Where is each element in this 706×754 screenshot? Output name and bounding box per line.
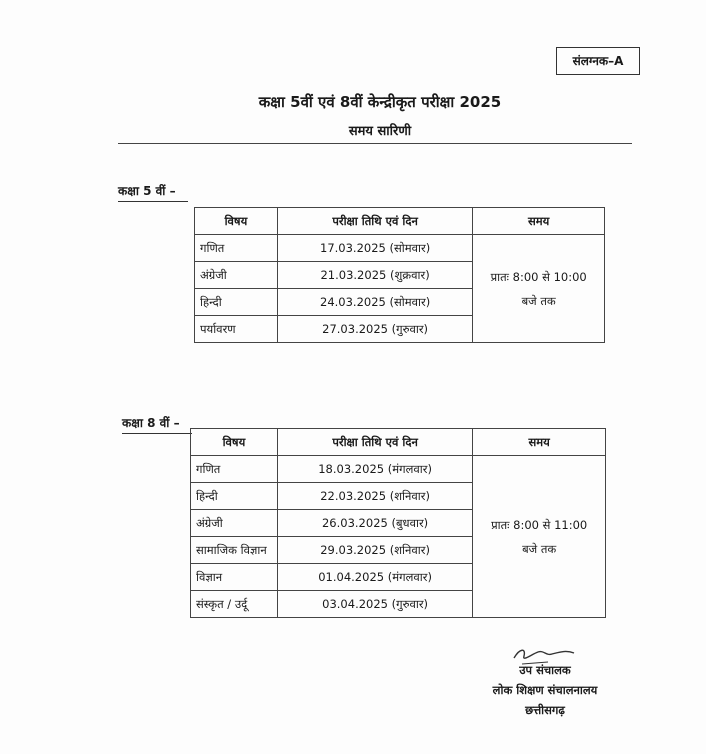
subject-cell: हिन्दी (191, 483, 278, 510)
table-header-row (195, 208, 605, 235)
date-cell: 22.03.2025 (शनिवार) (277, 483, 473, 510)
date-cell: 01.04.2025 (मंगलवार) (277, 564, 473, 591)
header-date: परीक्षा तिथि एवं दिन (277, 208, 473, 235)
signatory-designation: उप संचालक (519, 663, 571, 677)
annexure-box: संलग्नक–A (556, 47, 640, 75)
class8-label-underline (122, 433, 192, 434)
subject-cell: गणित (191, 456, 278, 483)
date-cell: 17.03.2025 (सोमवार) (277, 235, 473, 262)
subject-cell: सामाजिक विज्ञान (191, 537, 278, 564)
header-subject: विषय (191, 429, 278, 456)
class8-label-text: कक्षा 8 वीं – (122, 416, 180, 430)
subject-cell: संस्कृत / उर्दू (191, 591, 278, 618)
signatory-state: छत्तीसगढ़ (525, 703, 565, 717)
header-subject: विषय (195, 208, 278, 235)
document-title: कक्षा 5वीं एवं 8वीं केन्द्रीकृत परीक्षा 2025 (258, 93, 502, 111)
date-cell: 03.04.2025 (गुरुवार) (277, 591, 473, 618)
signatory-office: लोक शिक्षण संचालनालय (492, 683, 598, 697)
table-row (191, 456, 606, 483)
date-cell: 26.03.2025 (बुधवार) (277, 510, 473, 537)
time-line1: प्रातः 8:00 से 10:00 (490, 269, 587, 284)
time-line1: प्रातः 8:00 से 11:00 (491, 517, 588, 532)
subject-cell: पर्यावरण (195, 316, 278, 343)
date-cell: 27.03.2025 (गुरुवार) (277, 316, 473, 343)
subject-cell: हिन्दी (195, 289, 278, 316)
date-cell: 29.03.2025 (शनिवार) (277, 537, 473, 564)
class8-label (122, 414, 192, 434)
class5-label-underline (118, 201, 188, 202)
header-time: समय (473, 429, 606, 456)
date-cell: 18.03.2025 (मंगलवार) (277, 456, 473, 483)
time-cell (473, 456, 606, 618)
subject-cell: गणित (195, 235, 278, 262)
subject-cell: अंग्रेजी (191, 510, 278, 537)
title-divider (118, 143, 632, 144)
signatory-block (460, 660, 630, 720)
subject-cell: अंग्रेजी (195, 262, 278, 289)
table-row (195, 235, 605, 262)
date-cell: 21.03.2025 (शुक्रवार) (277, 262, 473, 289)
header-date: परीक्षा तिथि एवं दिन (277, 429, 473, 456)
class8-schedule-table (190, 428, 606, 618)
class5-label (118, 182, 188, 202)
time-line2: बजे तक (521, 293, 556, 308)
class5-schedule-table (194, 207, 605, 343)
class5-label-text: कक्षा 5 वीं – (118, 184, 176, 198)
time-line2: बजे तक (522, 541, 557, 556)
document-subtitle: समय सारिणी (348, 124, 412, 139)
table-header-row (191, 429, 606, 456)
subject-cell: विज्ञान (191, 564, 278, 591)
time-cell (473, 235, 605, 343)
header-time: समय (473, 208, 605, 235)
date-cell: 24.03.2025 (सोमवार) (277, 289, 473, 316)
